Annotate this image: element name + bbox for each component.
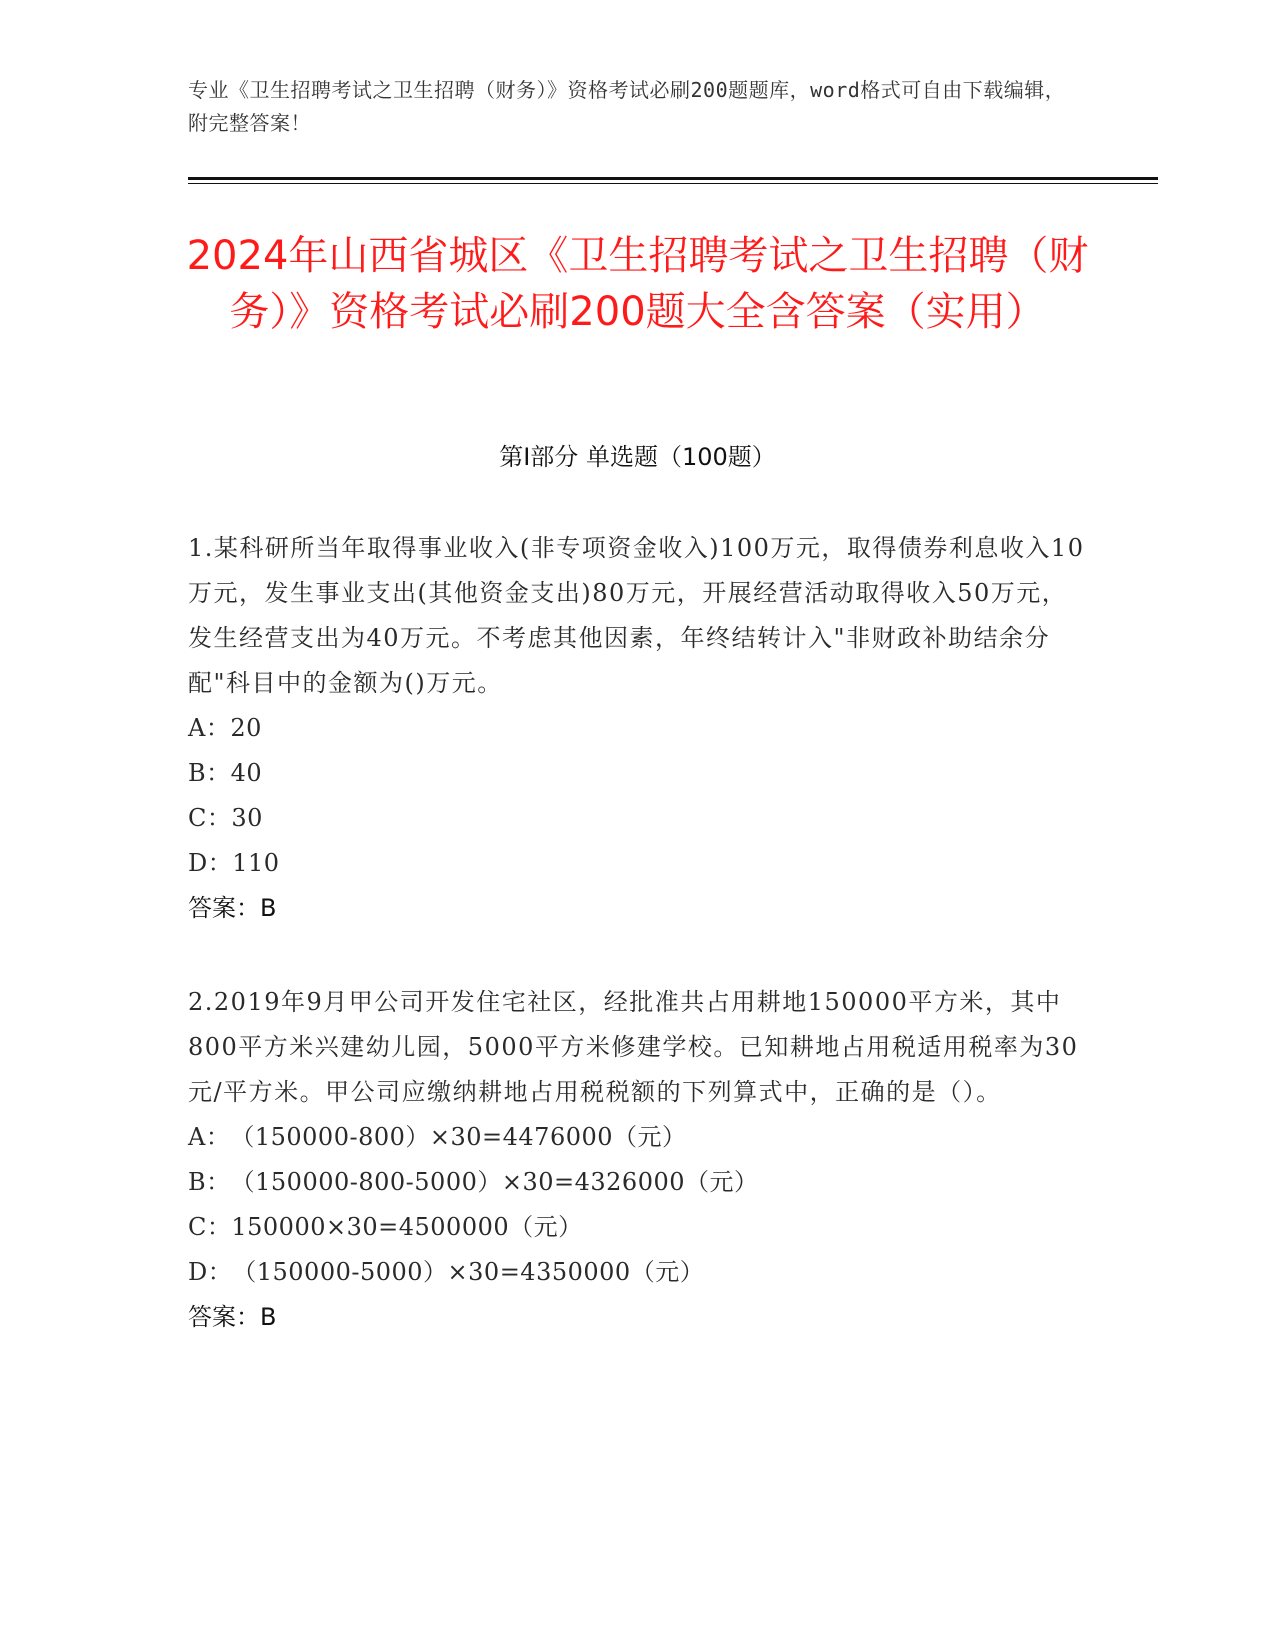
question-1: [188, 526, 1088, 931]
option-d: [188, 841, 1088, 886]
option-a: [188, 1115, 1088, 1160]
option-text: 30: [231, 804, 263, 832]
option-text: 110: [232, 849, 280, 877]
option-key: B：: [188, 759, 231, 787]
option-b: [188, 751, 1088, 796]
answer-line: 答案：B: [188, 1303, 277, 1331]
option-c: [188, 796, 1088, 841]
option-text: 40: [230, 759, 263, 787]
option-d: [188, 1250, 1088, 1295]
option-b: [188, 1160, 1088, 1205]
question-stem: 1.某科研所当年取得事业收入(非专项资金收入)100万元，取得债券利息收入10万元，发生事业支出(其他资金支出)80万元，开展经营活动取得收入50万元，发生经营支出为40万元。不考虑其他因素，年终结转计入"非财政补助结余分配"科目中的金额为()万元。: [188, 534, 1085, 697]
option-key: C：: [188, 804, 232, 832]
document-title: 2024年山西省城区《卫生招聘考试之卫生招聘（财务）》资格考试必刷200题大全含答案（实用）: [186, 233, 1089, 335]
header-note: 专业《卫生招聘考试之卫生招聘（财务）》资格考试必刷200题题库，word格式可自由下载编辑，附完整答案！: [188, 78, 1066, 135]
answer-line: 答案：B: [188, 894, 277, 922]
option-key: A：: [188, 1123, 231, 1151]
section-heading: 第I部分 单选题（100题）: [499, 443, 776, 471]
header-rule-thin: [188, 183, 1158, 184]
option-c: [188, 1205, 1088, 1250]
option-a: [188, 706, 1088, 751]
option-text: 150000×30=4500000（元）: [231, 1213, 583, 1241]
option-key: B：: [188, 1168, 231, 1196]
question-2: [188, 980, 1088, 1340]
option-text: （150000-5000）×30=4350000（元）: [232, 1258, 705, 1286]
option-key: A：: [188, 714, 231, 742]
option-key: C：: [188, 1213, 232, 1241]
question-stem: 2.2019年9月甲公司开发住宅社区，经批准共占用耕地150000平方米，其中800平方米兴建幼儿园，5000平方米修建学校。已知耕地占用税适用税率为30元/平方米。甲公司应缴纳耕地占用税税额的下列算式中，正确的是（）。: [188, 988, 1079, 1106]
option-key: D：: [188, 1258, 233, 1286]
option-text: （150000-800-5000）×30=4326000（元）: [230, 1168, 759, 1196]
header-rule-thick: [188, 177, 1158, 180]
option-key: D：: [188, 849, 233, 877]
option-text: 20: [230, 714, 262, 742]
option-text: （150000-800）×30=4476000（元）: [230, 1123, 687, 1151]
